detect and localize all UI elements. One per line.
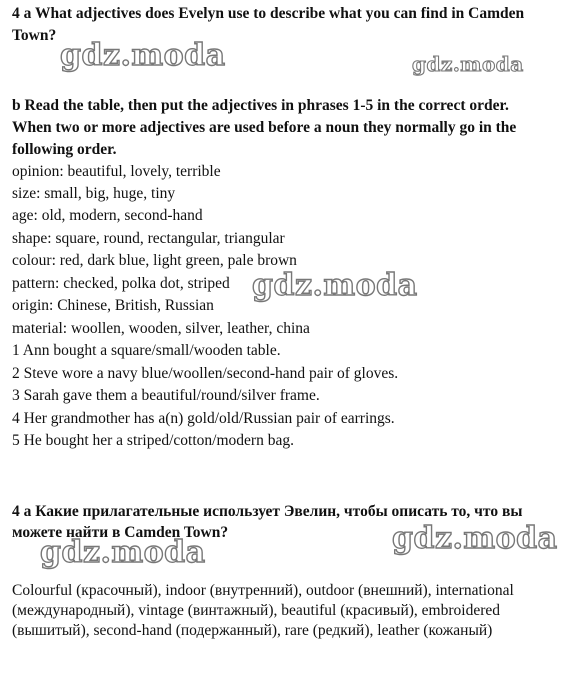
adjective-category-colour: colour: red, dark blue, light green, pale brown [12, 252, 297, 269]
watermark-logo: gdz.moda [60, 38, 226, 73]
task-4b-instruction-line-3: following order. [12, 141, 117, 158]
adjective-category-shape: shape: square, round, rectangular, triangular [12, 230, 285, 247]
task-4b-instruction-line-2: When two or more adjectives are used before a noun they normally go in the [12, 119, 517, 136]
answer-line-3: (вышитый), second-hand (подержанный), rare (редкий), leather (кожаный) [12, 622, 493, 639]
watermark-logo: gdz.moda [40, 535, 206, 570]
adjective-category-opinion: opinion: beautiful, lovely, terrible [12, 163, 221, 180]
exercise-phrase: 5 He bought her a striped/cotton/modern bag. [12, 432, 294, 449]
adjective-category-age: age: old, modern, second-hand [12, 207, 203, 224]
watermark-logo: gdz.moda [252, 268, 418, 303]
watermark-logo: gdz.moda [412, 52, 524, 76]
watermark-logo: gdz.moda [392, 521, 558, 556]
adjective-category-pattern: pattern: checked, polka dot, striped [12, 275, 230, 292]
answer-line-2: (международный), vintage (винтажный), beautiful (красивый), embroidered [12, 602, 500, 619]
adjective-category-origin: origin: Chinese, British, Russian [12, 297, 214, 314]
adjective-category-material: material: woollen, wooden, silver, leather, china [12, 320, 310, 337]
exercise-phrase: 1 Ann bought a square/small/wooden table. [12, 342, 281, 359]
exercise-phrase: 3 Sarah gave them a beautiful/round/silver frame. [12, 387, 320, 404]
answer-line-1: Colourful (красочный), indoor (внутренний), outdoor (внешний), international [12, 582, 514, 599]
task-4a-heading-line-1: 4 a What adjectives does Evelyn use to describe what you can find in Camden [12, 5, 525, 22]
adjective-category-size: size: small, big, huge, tiny [12, 185, 176, 202]
translation-heading-line-1: 4 a Какие прилагательные использует Эвелин, чтобы описать то, что вы [12, 503, 523, 520]
exercise-phrase: 4 Her grandmother has a(n) gold/old/Russian pair of earrings. [12, 410, 395, 427]
translation-heading-line-2: можете найти в Camden Town? [12, 524, 229, 541]
exercise-phrase: 2 Steve wore a navy blue/woollen/second-hand pair of gloves. [12, 365, 399, 382]
task-4b-instruction-line-1: b Read the table, then put the adjectives in phrases 1-5 in the correct order. [12, 97, 509, 114]
task-4a-heading-line-2: Town? [12, 27, 57, 44]
